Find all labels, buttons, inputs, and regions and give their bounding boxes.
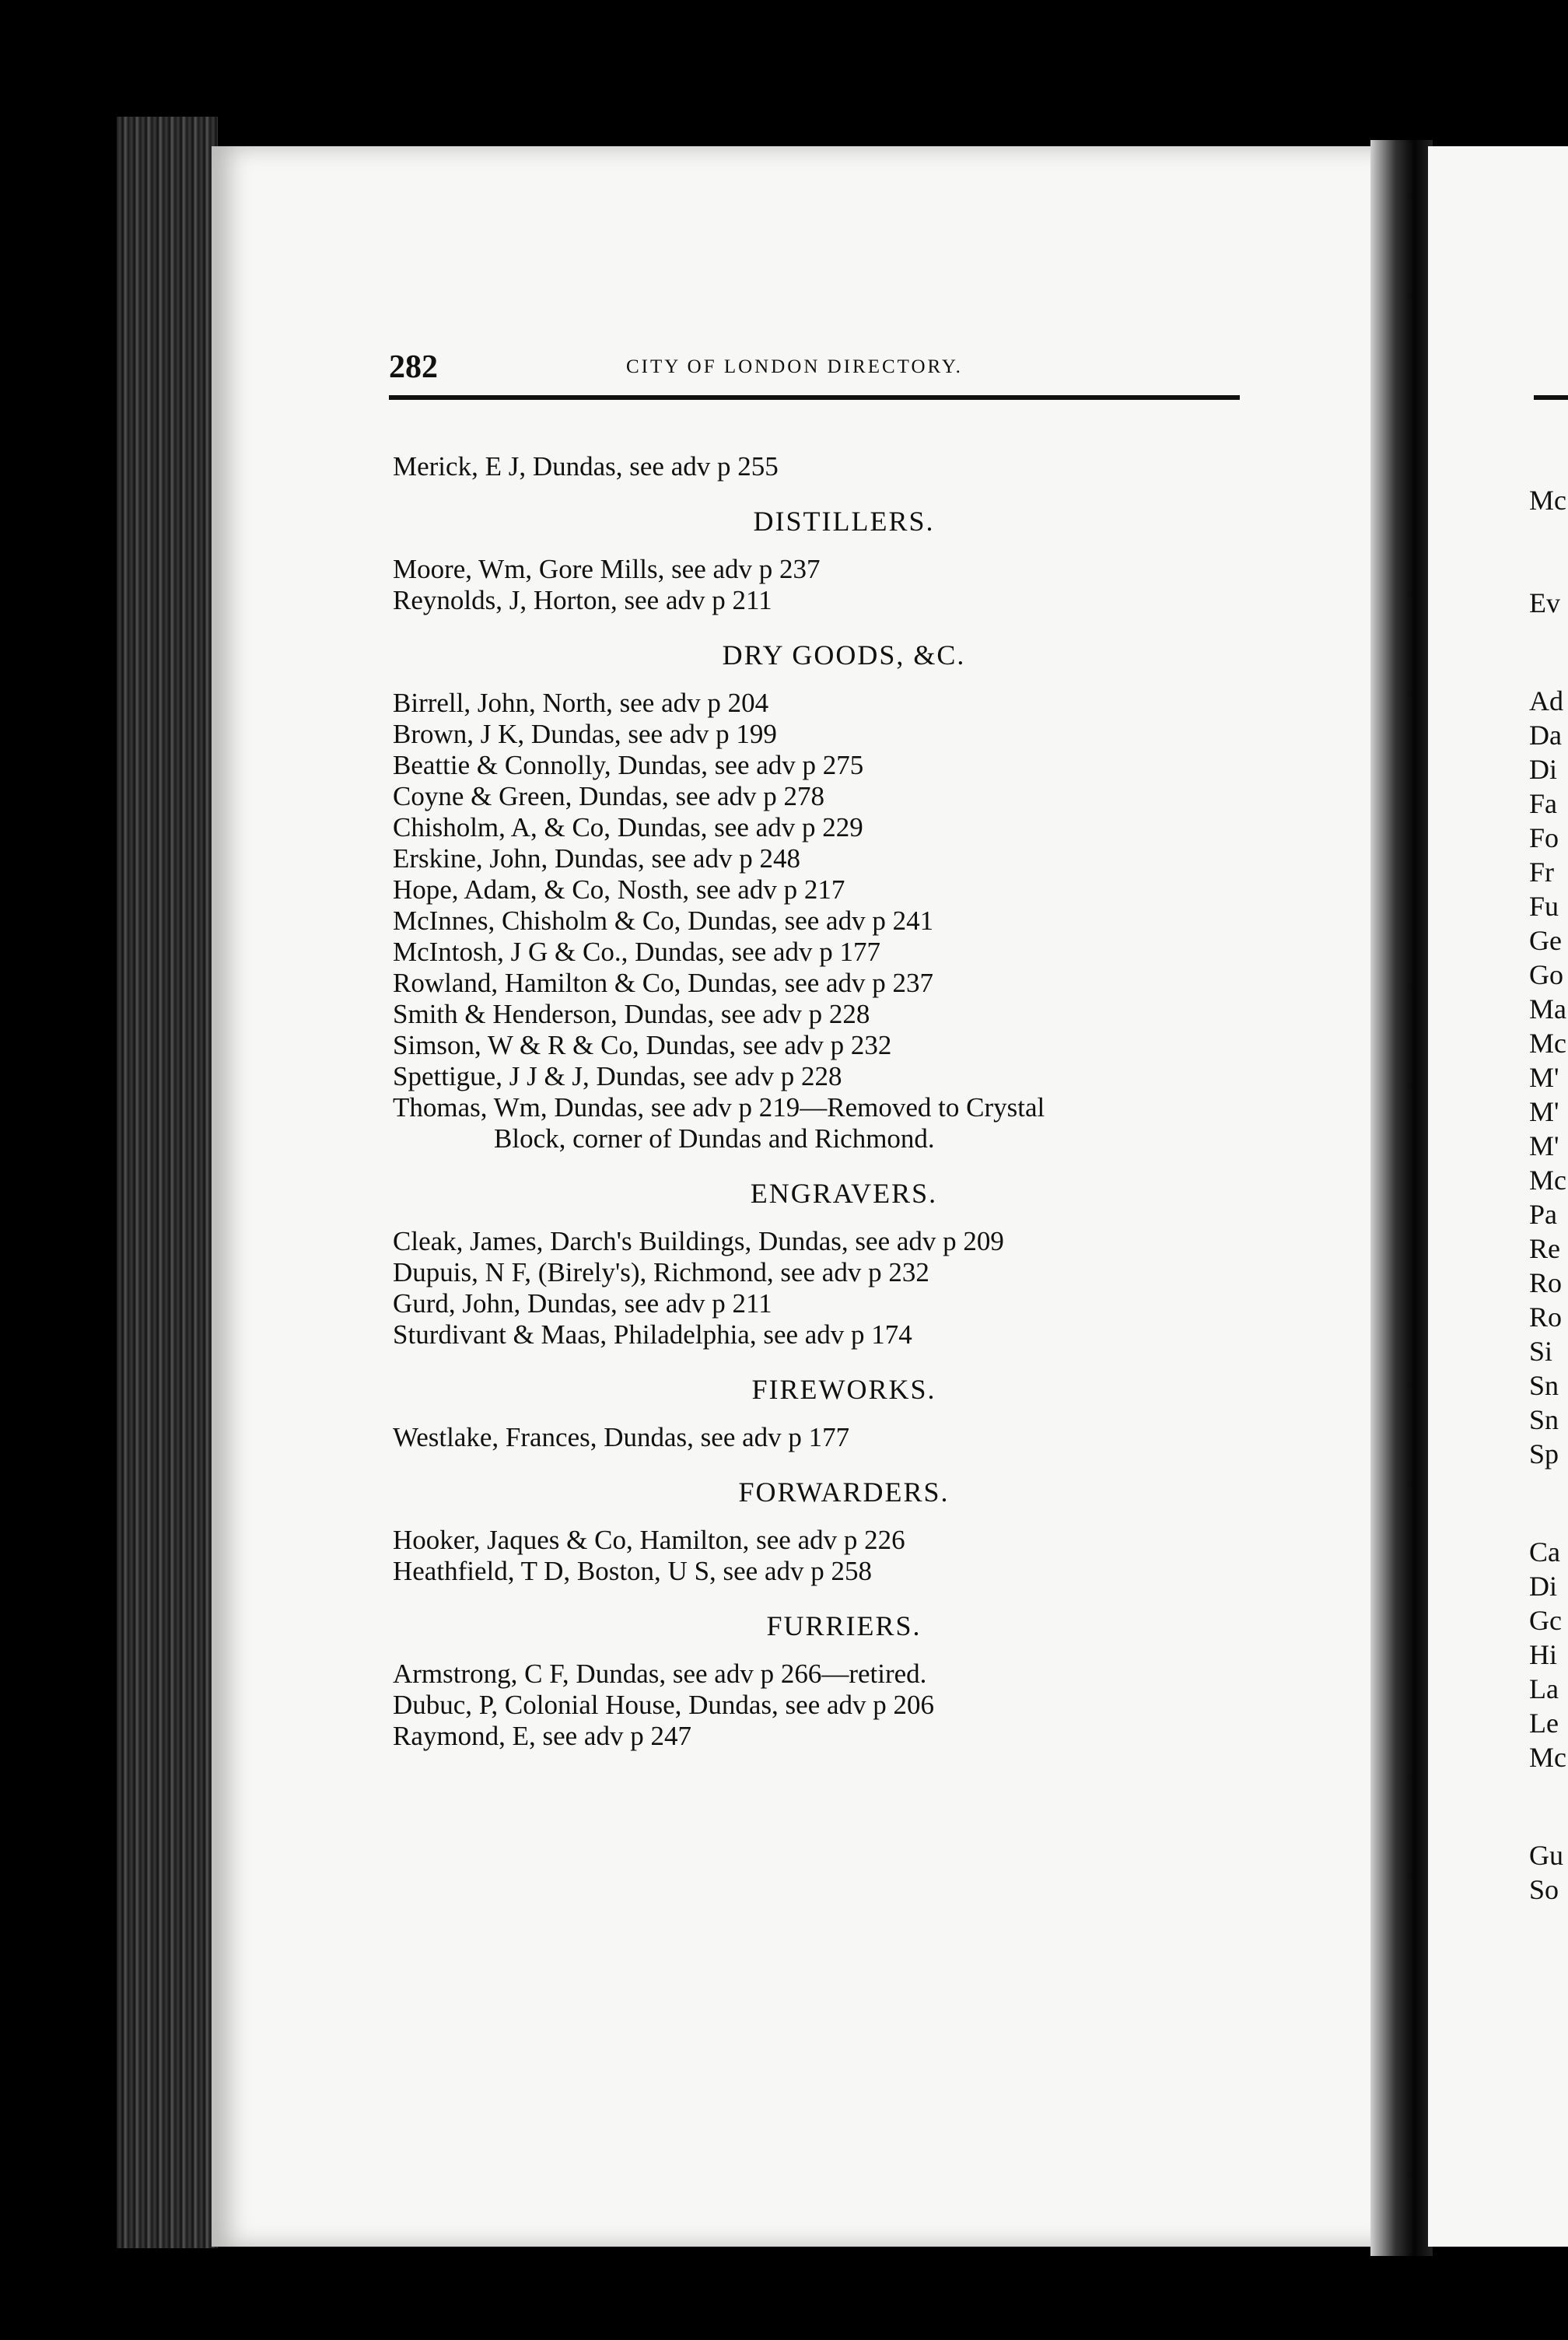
directory-entry: McIntosh, J G & Co., Dundas, see adv p 177 xyxy=(393,937,881,967)
next-page-fragment: Gu xyxy=(1529,1840,1563,1871)
directory-entry: Reynolds, J, Horton, see adv p 211 xyxy=(393,585,772,615)
next-page-fragment: Hi xyxy=(1529,1639,1557,1670)
directory-entry: Thomas, Wm, Dundas, see adv p 219—Removed to Crystal xyxy=(393,1092,1045,1123)
next-page-fragment: M' xyxy=(1529,1096,1559,1127)
next-page-fragment: Ro xyxy=(1529,1267,1563,1298)
section-heading-distillers: DISTILLERS. xyxy=(753,506,935,537)
directory-entry: Raymond, E, see adv p 247 xyxy=(393,1721,691,1751)
directory-entry: Dubuc, P, Colonial House, Dundas, see adv p 206 xyxy=(393,1690,935,1720)
directory-entry: Smith & Henderson, Dundas, see adv p 228 xyxy=(393,999,870,1029)
section-heading-fireworks: FIREWORKS. xyxy=(751,1374,936,1405)
directory-entry: Moore, Wm, Gore Mills, see adv p 237 xyxy=(393,554,821,584)
directory-entry: McInnes, Chisholm & Co, Dundas, see adv p 241 xyxy=(393,906,934,936)
next-page-fragment: Go xyxy=(1529,959,1563,990)
next-page-fragment: So xyxy=(1529,1874,1559,1905)
next-page-fragment: Fo xyxy=(1529,822,1559,853)
section-heading-forwarders: FORWARDERS. xyxy=(738,1477,950,1508)
next-page-fragment: Di xyxy=(1529,1571,1557,1602)
directory-listing xyxy=(393,451,1295,1752)
page-header xyxy=(389,349,1244,395)
next-page-fragment: Si xyxy=(1529,1336,1553,1367)
directory-entry: Coyne & Green, Dundas, see adv p 278 xyxy=(393,781,825,811)
directory-entry: Brown, J K, Dundas, see adv p 199 xyxy=(393,719,777,749)
section-heading-furriers: FURRIERS. xyxy=(766,1610,922,1641)
next-page-fragment: La xyxy=(1529,1673,1559,1704)
directory-entry: Heathfield, T D, Boston, U S, see adv p 258 xyxy=(393,1556,873,1586)
next-page-fragment: Mc xyxy=(1529,1742,1566,1773)
section-heading-engravers: ENGRAVERS. xyxy=(750,1178,938,1209)
running-title: CITY OF LONDON DIRECTORY. xyxy=(626,356,963,377)
directory-entry: Westlake, Frances, Dundas, see adv p 177 xyxy=(393,1422,850,1452)
directory-entry: Spettigue, J J & J, Dundas, see adv p 228 xyxy=(393,1061,842,1091)
next-page-fragment: M' xyxy=(1529,1130,1559,1161)
directory-entry: Merick, E J, Dundas, see adv p 255 xyxy=(393,451,779,482)
right-page-edge xyxy=(1428,146,1568,2247)
next-page-fragment: Fu xyxy=(1529,891,1559,922)
next-page-fragment: Ma xyxy=(1529,993,1566,1025)
directory-entry: Armstrong, C F, Dundas, see adv p 266—retired. xyxy=(393,1659,927,1689)
next-page-fragment: Pa xyxy=(1529,1199,1557,1230)
next-page-fragment: Ca xyxy=(1529,1536,1560,1568)
next-page-fragment: Mc xyxy=(1529,1028,1566,1059)
next-page-fragment: Ad xyxy=(1529,685,1563,716)
next-page-fragment: Mc xyxy=(1529,1165,1566,1196)
book-spine xyxy=(117,117,218,2248)
page-number: 282 xyxy=(389,349,438,385)
directory-entry: Dupuis, N F, (Birely's), Richmond, see adv p 232 xyxy=(393,1257,929,1287)
directory-entry: Cleak, James, Darch's Buildings, Dundas, see adv p 209 xyxy=(393,1226,1004,1256)
next-page-fragment: M' xyxy=(1529,1062,1559,1093)
directory-entry: Erskine, John, Dundas, see adv p 248 xyxy=(393,843,800,874)
section-heading-dry-goods: DRY GOODS, &C. xyxy=(722,639,966,671)
next-page-fragment: Da xyxy=(1529,720,1562,751)
next-page-fragment: Gc xyxy=(1529,1605,1562,1636)
next-page-fragment: Ge xyxy=(1529,925,1562,956)
directory-entry: Hooker, Jaques & Co, Hamilton, see adv p 226 xyxy=(393,1525,905,1555)
next-page-fragment: Sn xyxy=(1529,1370,1559,1401)
directory-entry: Rowland, Hamilton & Co, Dundas, see adv p 237 xyxy=(393,968,934,998)
next-page-fragment: Fa xyxy=(1529,788,1557,819)
directory-entry: Beattie & Connolly, Dundas, see adv p 275 xyxy=(393,750,864,780)
directory-entry: Chisholm, A, & Co, Dundas, see adv p 229 xyxy=(393,812,863,842)
directory-entry: Birrell, John, North, see adv p 204 xyxy=(393,688,769,718)
directory-entry: Gurd, John, Dundas, see adv p 211 xyxy=(393,1288,772,1319)
header-rule xyxy=(389,395,1240,400)
next-page-fragment: Ev xyxy=(1529,587,1560,618)
next-page-fragment: Di xyxy=(1529,754,1557,785)
next-page-fragment: Mc xyxy=(1529,485,1566,516)
directory-entry-continuation: Block, corner of Dundas and Richmond. xyxy=(494,1123,935,1154)
next-page-fragment: Sp xyxy=(1529,1438,1559,1470)
next-page-fragment: Sn xyxy=(1529,1404,1559,1435)
next-page-fragment: Fr xyxy=(1529,856,1555,888)
next-page-fragment: Le xyxy=(1529,1708,1559,1739)
page-gutter xyxy=(1370,140,1433,2256)
directory-entry: Hope, Adam, & Co, Nosth, see adv p 217 xyxy=(393,874,845,905)
directory-entry: Simson, W & R & Co, Dundas, see adv p 232 xyxy=(393,1030,892,1060)
directory-entry: Sturdivant & Maas, Philadelphia, see adv p 174 xyxy=(393,1319,912,1350)
next-page-header-rule xyxy=(1534,395,1568,400)
next-page-fragment: Ro xyxy=(1529,1301,1563,1333)
next-page-fragment: Re xyxy=(1529,1233,1560,1264)
